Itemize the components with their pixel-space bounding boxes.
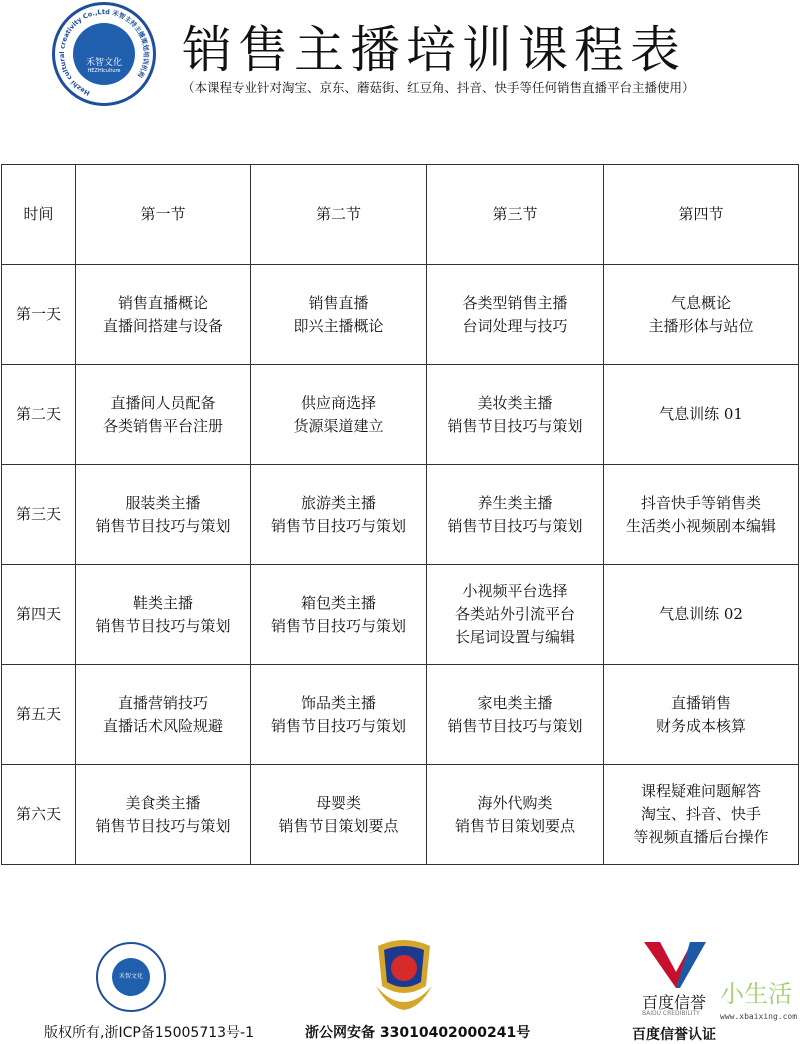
table-row [2, 465, 799, 565]
day-cell: 第五天 [2, 665, 76, 765]
session-cell [427, 665, 604, 765]
session-cell [604, 365, 799, 465]
session-line: 直播营销技巧 [117, 693, 208, 712]
day-cell: 第六天 [2, 765, 76, 865]
header-row [2, 165, 799, 265]
session-cell [76, 265, 251, 365]
session-cell [427, 565, 604, 665]
session-line: 养生类主播 [477, 493, 553, 512]
watermark-url: www.xbaixing.com [720, 1012, 798, 1021]
police-badge-icon [368, 936, 440, 1012]
session-cell [604, 665, 799, 765]
session-cell [76, 565, 251, 665]
session-cell [251, 565, 427, 665]
session-line: 各类型销售主播 [462, 293, 568, 312]
session-cell [76, 365, 251, 465]
session-line: 台词处理与技巧 [462, 316, 568, 335]
copyright-text: 版权所有,浙ICP备15005713号-1 [44, 1025, 255, 1041]
session-line: 等视频直播后台操作 [633, 828, 769, 846]
session-line: 海外代购类 [477, 793, 553, 812]
day-cell: 第三天 [2, 465, 76, 565]
session-line: 直播话术风险规避 [102, 716, 223, 735]
session-cell [604, 265, 799, 365]
session-line: 饰品类主播 [300, 693, 376, 712]
session-cell [604, 465, 799, 565]
session-line: 淘宝、抖音、快手 [640, 805, 761, 823]
session-line: 直播销售 [670, 693, 731, 712]
page-title: 销售主播培训课程表 [182, 21, 686, 79]
logo-ring-text-wrap [58, 8, 151, 97]
session-line: 家电类主播 [477, 693, 553, 712]
session-line: 财务成本核算 [655, 716, 746, 735]
column-header: 第二节 [251, 165, 427, 265]
session-line: 抖音快手等销售类 [640, 493, 761, 512]
session-line: 母婴类 [315, 793, 361, 812]
session-line: 生活类小视频剧本编辑 [625, 516, 776, 535]
schedule-table [1, 164, 799, 865]
column-header: 第三节 [427, 165, 604, 265]
session-line: 各类站外引流平台 [454, 605, 575, 623]
session-line: 主播形体与站位 [648, 316, 754, 335]
logo-ring-text: Hezhi cultural creativity Co.,Ltd 禾智主持主播策划培训机构 [57, 7, 151, 98]
logo [52, 2, 156, 106]
session-line: 销售节目策划要点 [454, 816, 575, 835]
session-line: 销售节目技巧与策划 [270, 716, 406, 735]
session-line: 长尾词设置与编辑 [454, 628, 575, 646]
session-line: 美妆类主播 [477, 393, 553, 412]
session-line: 销售节目技巧与策划 [95, 816, 231, 835]
session-line: 销售直播概论 [117, 293, 208, 312]
logo-sub: HEZHIculture [87, 68, 121, 74]
session-line: 鞋类主播 [132, 593, 193, 612]
session-line: 气息训练 01 [659, 405, 743, 423]
session-cell [427, 365, 604, 465]
session-cell [251, 265, 427, 365]
session-line: 气息概论 [670, 293, 731, 312]
session-line: 服装类主播 [125, 493, 201, 512]
session-line: 销售节目技巧与策划 [270, 516, 406, 535]
baidu-certification-text: 百度信誉认证 [632, 1027, 716, 1043]
day-cell: 第二天 [2, 365, 76, 465]
session-line: 销售节目技巧与策划 [447, 516, 583, 535]
session-line: 销售节目技巧与策划 [95, 616, 231, 635]
day-cell: 第四天 [2, 565, 76, 665]
session-line: 即兴主播概论 [293, 316, 384, 335]
session-line: 销售节目技巧与策划 [447, 416, 583, 435]
footer-logo-text: 禾智文化 [112, 958, 150, 996]
session-cell [251, 765, 427, 865]
session-line: 气息训练 02 [659, 605, 743, 623]
session-line: 销售节目技巧与策划 [95, 516, 231, 535]
session-line: 小视频平台选择 [462, 582, 568, 600]
session-cell [76, 465, 251, 565]
table-row [2, 565, 799, 665]
logo-text: 禾智文化 [85, 58, 122, 68]
column-header: 第四节 [604, 165, 799, 265]
session-cell [427, 265, 604, 365]
session-cell [76, 765, 251, 865]
watermark: 小生活 [720, 980, 792, 1008]
page-subtitle: （本课程专业针对淘宝、京东、蘑菇街、红豆角、抖音、快手等任何销售直播平台主播使用） [182, 80, 695, 95]
session-line: 箱包类主播 [300, 593, 376, 612]
session-line: 直播间搭建与设备 [102, 316, 223, 335]
session-line: 销售直播 [308, 293, 369, 312]
session-line: 货源渠道建立 [293, 416, 384, 435]
footer-logo [96, 942, 166, 1012]
session-cell [76, 665, 251, 765]
session-cell [427, 765, 604, 865]
session-cell [604, 765, 799, 865]
baidu-logo-text: 百度信誉 [642, 993, 707, 1012]
session-line: 课程疑难问题解答 [640, 782, 761, 800]
session-line: 销售节目策划要点 [278, 816, 399, 835]
session-cell [251, 665, 427, 765]
table-row [2, 365, 799, 465]
session-cell [251, 365, 427, 465]
day-cell: 第一天 [2, 265, 76, 365]
session-line: 直播间人员配备 [110, 393, 216, 412]
table-row [2, 265, 799, 365]
session-line: 销售节目技巧与策划 [270, 616, 406, 635]
police-record-text: 浙公网安备 33010402000241号 [305, 1025, 531, 1041]
session-line: 销售节目技巧与策划 [447, 716, 583, 735]
table-row [2, 665, 799, 765]
table-row [2, 765, 799, 865]
session-line: 各类销售平台注册 [102, 416, 223, 435]
session-cell [427, 465, 604, 565]
session-line: 旅游类主播 [300, 493, 376, 512]
session-line: 美食类主播 [125, 793, 201, 812]
column-header: 第一节 [76, 165, 251, 265]
column-header: 时间 [2, 165, 76, 265]
session-cell [251, 465, 427, 565]
session-cell [604, 565, 799, 665]
baidu-credibility-logo [640, 940, 710, 990]
logo-ring [55, 5, 153, 103]
baidu-logo-sub: BAIDU CREDIBILITY [642, 1010, 700, 1017]
session-line: 供应商选择 [300, 393, 376, 412]
